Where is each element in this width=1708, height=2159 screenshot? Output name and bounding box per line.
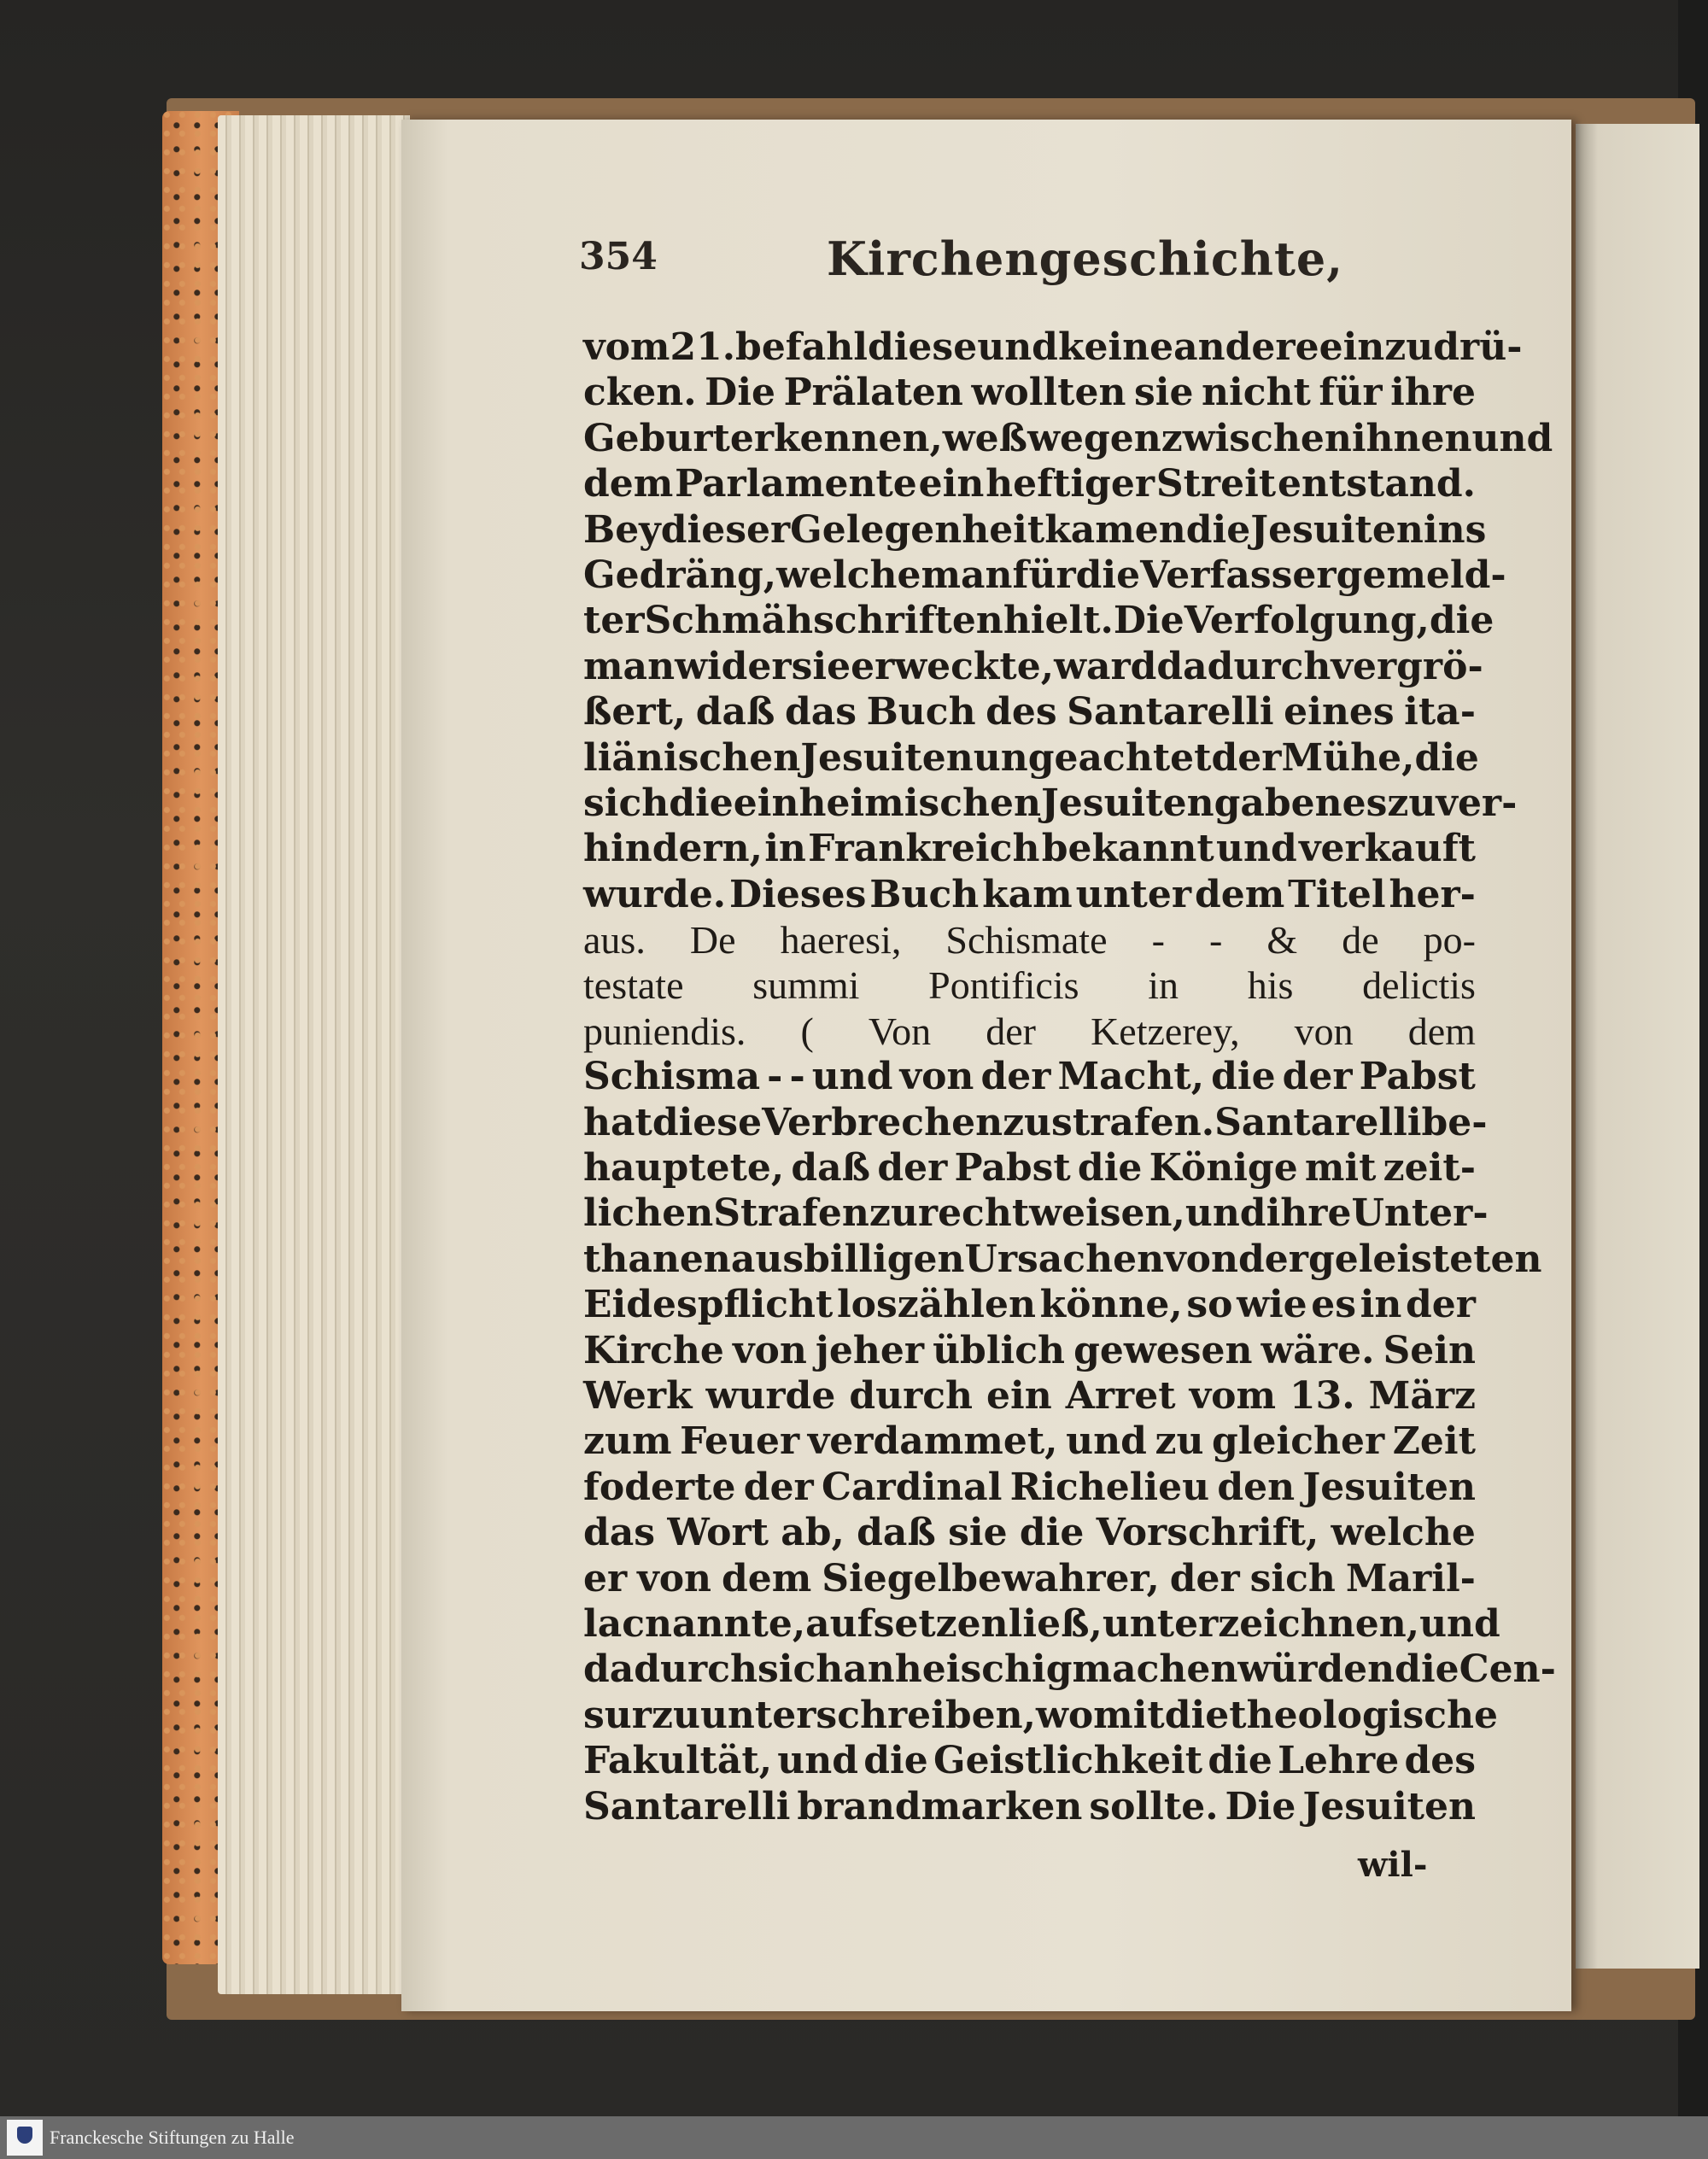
text-line: thanen aus billigen Ursachen von der geleisteten xyxy=(583,1237,1542,1281)
text-line: hat diese Verbrechen zu strafen. Santarelli be- xyxy=(583,1100,1488,1144)
running-title: Kirchengeschichte, xyxy=(827,231,1344,286)
text-line: Geburt erkennen, weßwegen zwischen ihnen und xyxy=(583,416,1553,460)
text-line: man wider sie erweckte, ward dadurch vergrö- xyxy=(583,644,1483,688)
shield-icon xyxy=(17,2127,32,2144)
text-line: Kirche von jeher üblich gewesen wäre. Sein xyxy=(583,1328,1476,1372)
institution-name: Franckesche Stiftungen zu Halle xyxy=(50,2127,295,2148)
text-line: Bey dieser Gelegenheit kamen die Jesuiten ins xyxy=(583,507,1487,552)
page-header xyxy=(579,231,1476,295)
text-line: dadurch sich anheischig machen würden die Cen- xyxy=(583,1647,1556,1692)
text-line: dem Parlamente ein heftiger Streit entstand. xyxy=(583,462,1476,506)
text-line: Fakultät, und die Geistlichkeit die Lehre des xyxy=(583,1739,1476,1783)
text-line: Schisma - - und von der Macht, die der Pabst xyxy=(583,1055,1476,1099)
page-body-text xyxy=(583,325,1556,1829)
text-line: foderte der Cardinal Richelieu den Jesuiten xyxy=(583,1465,1476,1509)
footer-bar xyxy=(0,2116,1708,2159)
text-line: hindern, in Frankreich bekannt und verkauft xyxy=(583,827,1476,871)
text-line: Gedräng, welche man für die Verfasser gemeld- xyxy=(583,553,1506,597)
text-line: ßert, daß das Buch des Santarelli eines ita- xyxy=(583,690,1476,734)
text-line: puniendis. ( Von der Ketzerey, von dem xyxy=(583,1009,1476,1053)
text-line: wurde. Dieses Buch kam unter dem Titel her- xyxy=(583,872,1476,916)
facing-page xyxy=(1576,124,1699,1969)
text-line: liänischen Jesuiten ungeachtet der Mühe, die xyxy=(583,735,1479,780)
page-number: 354 xyxy=(579,235,658,278)
text-line: vom 21. befahl diese und keine andere einzudrü- xyxy=(583,325,1523,369)
text-line: lac nannte, aufsetzen ließ, unterzeichnen, und xyxy=(583,1601,1500,1646)
text-line: Eidespflicht loszählen könne, so wie es in der xyxy=(583,1283,1476,1327)
text-line: Santarelli brandmarken sollte. Die Jesuiten xyxy=(583,1784,1476,1828)
text-line: lichen Strafen zurechtweisen, und ihre Unter- xyxy=(583,1191,1489,1236)
catchword: wil- xyxy=(1358,1845,1428,1885)
text-line: testate summi Pontificis in his delictis xyxy=(583,963,1476,1008)
text-line: sich die einheimischen Jesuiten gaben es zu ver- xyxy=(583,781,1518,825)
institution-logo xyxy=(7,2120,43,2156)
text-line: er von dem Siegelbewahrer, der sich Maril- xyxy=(583,1556,1476,1600)
text-line: zum Feuer verdammet, und zu gleicher Zeit xyxy=(583,1419,1476,1464)
text-line: cken. Die Prälaten wollten sie nicht für ihre xyxy=(583,371,1476,415)
text-line: aus. De haeresi, Schismate - - & de po- xyxy=(583,918,1476,962)
text-line: das Wort ab, daß sie die Vorschrift, welche xyxy=(583,1511,1476,1555)
text-line: hauptete, daß der Pabst die Könige mit zeit- xyxy=(583,1146,1476,1191)
text-line: ter Schmähschriften hielt. Die Verfolgung, die xyxy=(583,599,1494,643)
text-line: Werk wurde durch ein Arret vom 13. März xyxy=(583,1373,1476,1418)
text-line: sur zu unterschreiben, womit die theologische xyxy=(583,1693,1498,1737)
page-edges xyxy=(218,115,410,1994)
